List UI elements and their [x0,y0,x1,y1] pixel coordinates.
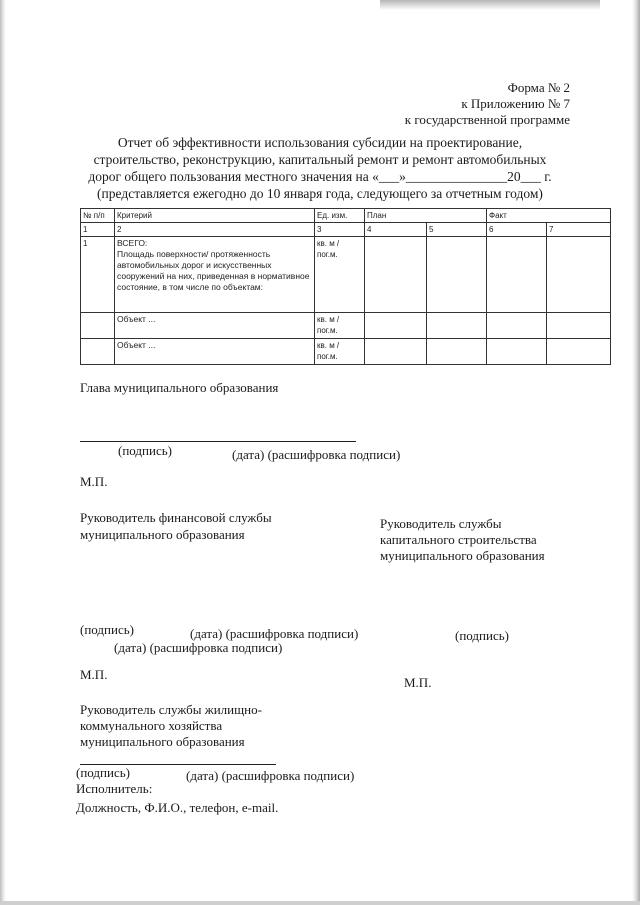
fin-caption-rest: (дата) (расшифровка подписи) [190,626,359,641]
fact-cell [547,339,611,365]
row-unit: кв. м / пог.м. [315,339,365,365]
plan-cell [365,339,427,365]
plan-cell [427,237,487,313]
stamp-place-2: М.П. [80,667,108,682]
row-criterion-title: ВСЕГО: [117,238,148,248]
zhkh-caption-rest: (дата) (расшифровка подписи) [186,768,355,783]
header-num: № п/п [81,209,115,223]
appendix-reference: к Приложению № 7 [461,96,570,111]
head-caption-rest: (дата) (расшифровка подписи) [232,447,401,462]
fact-cell [487,339,547,365]
col-number: 4 [365,223,427,237]
report-title-line-1: Отчет об эффективности использования субсидии на проектирование, [117,135,523,150]
program-reference: к государственной программе [404,112,570,127]
plan-cell [365,237,427,313]
fact-cell [487,237,547,313]
zhkh-title-line-3: муниципального образования [80,734,245,749]
zhkh-caption-sign: (подпись) [76,765,130,780]
row-num [81,339,115,365]
zhkh-title-line-1: Руководитель службы жилищно- [80,702,262,717]
fact-cell [547,313,611,339]
cap-caption-sign: (подпись) [455,628,509,643]
report-title-line-4: (представляется ежегодно до 10 января года, следующего за отчетным годом) [97,186,543,201]
col-number: 1 [81,223,115,237]
fact-cell [547,237,611,313]
scan-right-edge [632,0,640,905]
zhkh-title-line-2: коммунального хозяйства [80,718,223,733]
plan-cell [427,339,487,365]
header-plan: План [365,209,487,223]
report-table [80,208,611,365]
plan-cell [427,313,487,339]
header-unit: Ед. изм. [315,209,365,223]
form-number: Форма № 2 [507,80,570,95]
report-title-line-3: дорог общего пользования местного значения на «___»_______________20___ г. [88,169,552,184]
col-number: 5 [427,223,487,237]
table-row [81,313,611,339]
row-criterion [115,237,315,313]
executor-label: Исполнитель: [76,781,153,796]
col-number: 2 [115,223,315,237]
plan-cell [365,313,427,339]
row-num [81,313,115,339]
stamp-place-3: М.П. [404,675,432,690]
row-num: 1 [81,237,115,313]
fin-caption-sign: (подпись) [80,622,134,637]
row-criterion [115,313,315,339]
head-caption-sign: (подпись) [118,443,172,458]
report-title-line-2: строительство, реконструкцию, капитальный ремонт и ремонт автомобильных [93,152,547,167]
header-fact: Факт [487,209,611,223]
table-row [81,339,611,365]
row-criterion-text: Площадь поверхности/ протяженность автомобильных дорог и искусственных сооружений на них, приведенная в нормативное состояние, в том числе по объектам: [117,249,310,292]
cap-title-line-2: капитального строительства [380,532,537,547]
cap-caption-rest: (дата) (расшифровка подписи) [114,640,283,655]
col-number: 6 [487,223,547,237]
row-unit: кв. м / пог.м. [315,313,365,339]
cap-title-line-3: муниципального образования [380,548,545,563]
scan-top-edge [380,0,600,10]
header-criterion: Критерий [115,209,315,223]
fact-cell [487,313,547,339]
table-header-row [81,209,611,223]
fin-title-line-2: муниципального образования [80,527,245,542]
row-unit: кв. м / пог.м. [315,237,365,313]
row-criterion [115,339,315,365]
scan-left-edge [0,0,6,905]
col-number: 7 [547,223,611,237]
col-number: 3 [315,223,365,237]
cap-title-line-1: Руководитель службы [380,516,502,531]
stamp-place-1: М.П. [80,474,108,489]
row-criterion-title: Объект ... [117,314,156,324]
scan-bottom-edge [0,901,640,905]
head-signature-line [80,441,356,442]
fin-title-line-1: Руководитель финансовой службы [80,510,272,525]
table-column-numbers-row [81,223,611,237]
executor-details: Должность, Ф.И.О., телефон, e-mail. [76,800,279,815]
table-row [81,237,611,313]
head-title: Глава муниципального образования [80,380,279,395]
row-criterion-title: Объект ... [117,340,156,350]
